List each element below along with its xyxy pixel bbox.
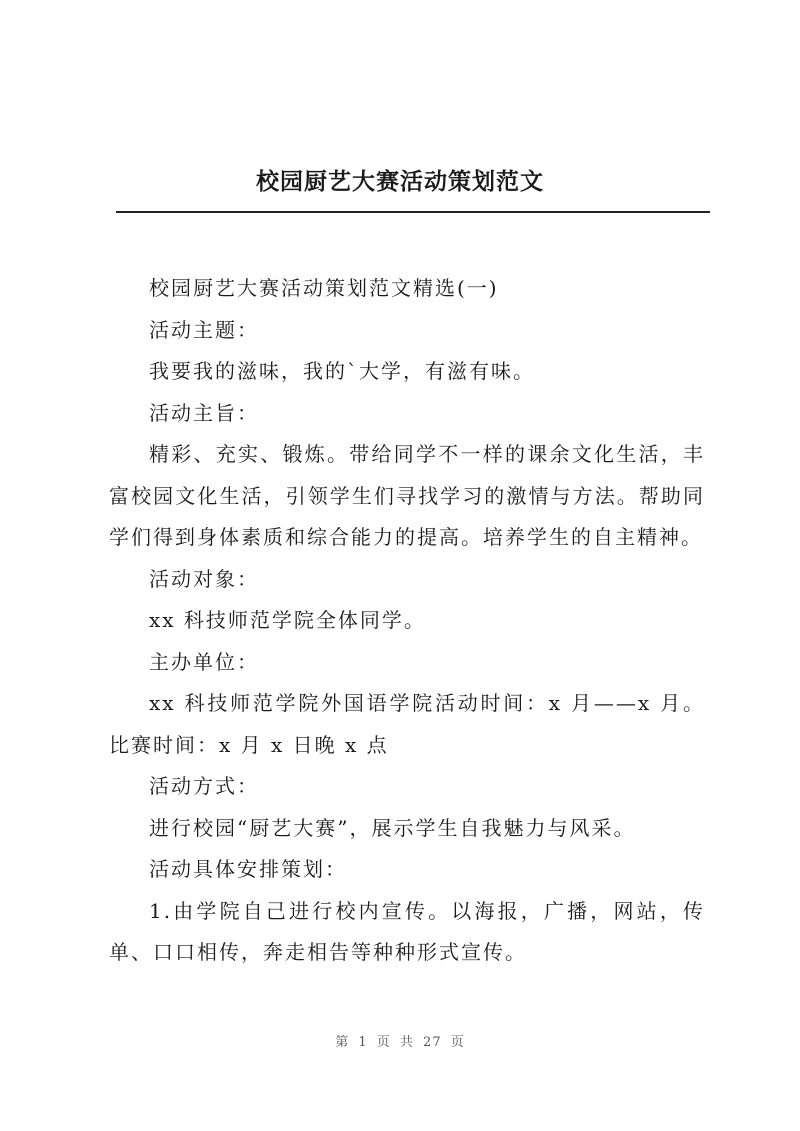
paragraph-theme: 我要我的滋味，我的`大学，有滋有味。: [149, 359, 535, 383]
document-body: [109, 268, 705, 974]
document-title: 校园厨艺大赛活动策划范文: [256, 168, 544, 195]
paragraph-heading: 校园厨艺大赛活动策划范文精选(一): [149, 276, 499, 300]
paragraph-plan-label: 活动具体安排策划：: [149, 857, 347, 881]
paragraph-method: 进行校园“厨艺大赛”，展示学生自我魅力与风采。: [149, 815, 636, 840]
page-footer: 第 1 页 共 27 页: [335, 1035, 465, 1050]
paragraph-method-label: 活动方式：: [149, 774, 259, 798]
paragraph-purpose-label: 活动主旨：: [149, 400, 259, 425]
paragraph-organizer: xx 科技师范学院外国语学院活动时间：x 月——x 月。比赛时间：x 月 x 日晚 x 点: [109, 691, 705, 757]
paragraph-theme-label: 活动主题：: [149, 317, 259, 342]
paragraph-target-label: 活动对象：: [149, 566, 259, 591]
paragraph-purpose: 精彩、充实、锻炼。带给同学不一样的课余文化生活，丰富校园文化生活，引领学生们寻找学习的激情与方法。帮助同学们得到身体素质和综合能力的提高。培养学生的自主精神。: [109, 442, 705, 549]
paragraph-target: xx 科技师范学院全体同学。: [149, 608, 426, 632]
title-underline: [116, 211, 710, 213]
paragraph-plan-item-1: 1.由学院自己进行校内宣传。以海报，广播，网站，传单、口口相传，奔走相告等种种形式宣传。: [109, 898, 705, 964]
paragraph-organizer-label: 主办单位：: [149, 649, 259, 674]
